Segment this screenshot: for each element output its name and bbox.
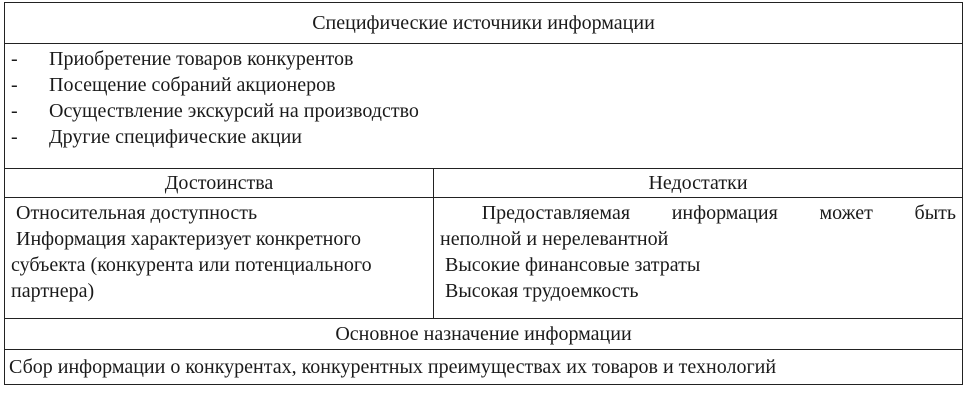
source-item-1: Приобретение товаров конкурентов bbox=[49, 48, 354, 70]
list-item bbox=[11, 46, 956, 72]
list-item bbox=[11, 98, 956, 124]
disadvantage-line-4: Высокая трудоемкость bbox=[440, 280, 639, 302]
list-item bbox=[11, 124, 956, 150]
advantages-cell bbox=[5, 198, 434, 319]
list-dash: - bbox=[11, 100, 18, 122]
source-item-3: Осуществление экскурсий на производство bbox=[49, 100, 419, 122]
advantage-line-3: субъекта (конкурента или потенциального bbox=[11, 254, 372, 276]
disadvantages-header: Недостатки bbox=[434, 169, 963, 198]
source-item-4: Другие специфические акции bbox=[49, 126, 302, 148]
list-dash: - bbox=[11, 48, 18, 70]
list-dash: - bbox=[11, 74, 18, 96]
purpose-text: Сбор информации о конкурентах, конкурентных преимуществах их товаров и технологий bbox=[5, 350, 963, 385]
disadvantage-line-2: неполной и нерелевантной bbox=[440, 228, 669, 250]
disadvantage-line-1: Предоставляемая информация может быть bbox=[440, 202, 957, 224]
sources-list-cell bbox=[5, 44, 963, 169]
list-dash: - bbox=[11, 126, 18, 148]
disadvantage-line-3: Высокие финансовые затраты bbox=[440, 254, 701, 276]
advantages-header: Достоинства bbox=[5, 169, 434, 198]
table-title: Специфические источники информации bbox=[5, 3, 963, 44]
advantage-line-2: Информация характеризует конкретного bbox=[11, 228, 362, 250]
source-item-2: Посещение собраний акционеров bbox=[49, 74, 336, 96]
disadvantages-cell bbox=[434, 198, 963, 319]
purpose-header: Основное назначение информации bbox=[5, 319, 963, 350]
sources-table bbox=[4, 2, 963, 385]
advantage-line-4: партнера) bbox=[11, 280, 95, 302]
list-item bbox=[11, 72, 956, 98]
advantage-line-1: Относительная доступность bbox=[11, 202, 258, 224]
